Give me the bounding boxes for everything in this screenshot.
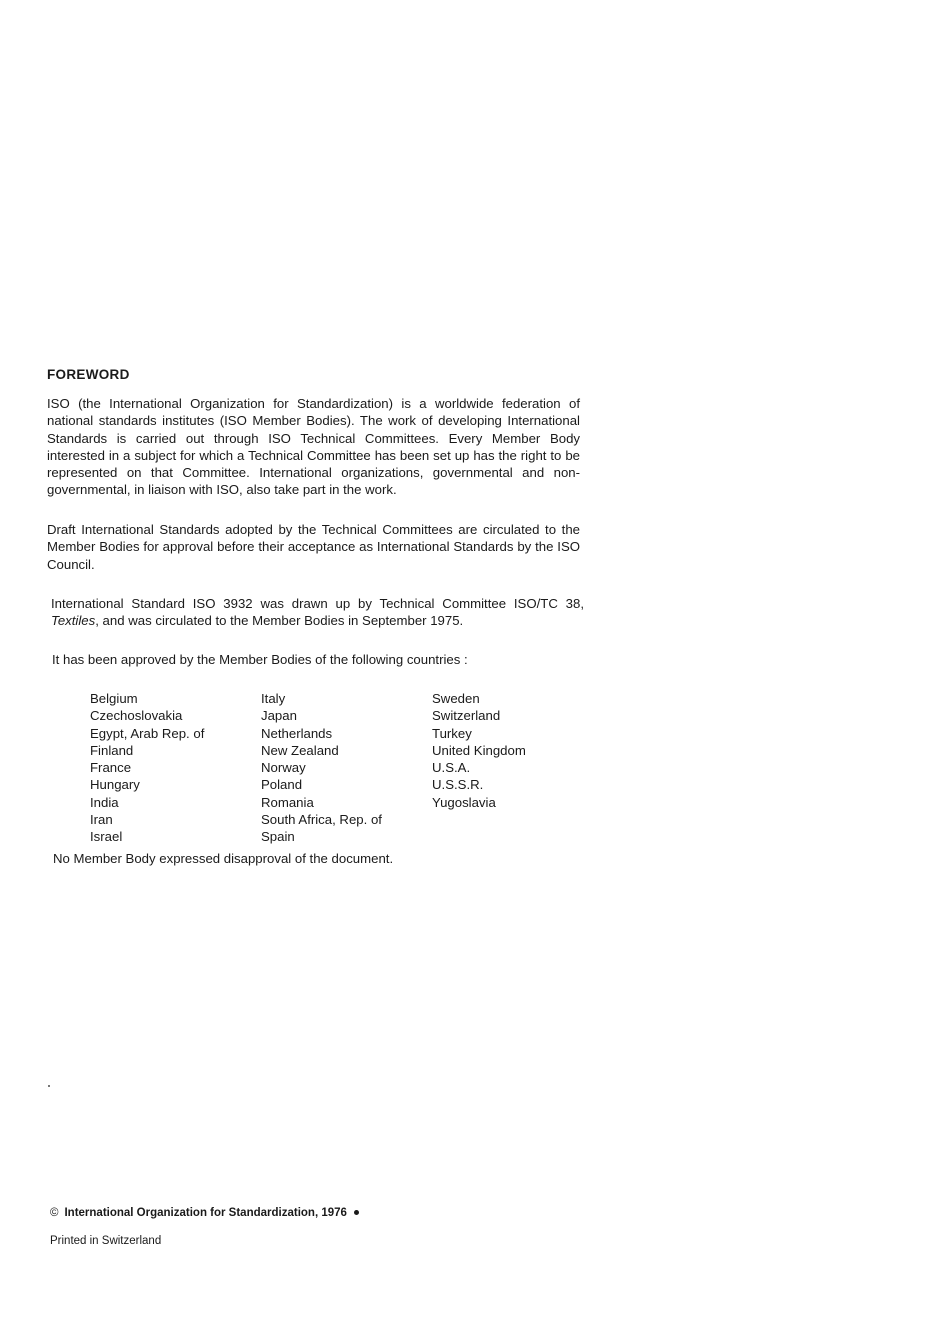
country-item: Norway [261,760,306,776]
printed-location: Printed in Switzerland [50,1235,162,1247]
country-list-column-1 [90,690,204,846]
bullet-dot-icon [354,1210,359,1215]
country-item: France [90,760,132,776]
foreword-paragraph-2: Draft International Standards adopted by the Technical Committees are circulated to the Member Bodies for approval before their acceptance as International Standards by the ISO Council. [47,522,580,572]
paragraph-3-text-end: , and was circulated to the Member Bodies in September 1975. [95,613,464,629]
country-item: Iran [90,812,113,828]
country-item: Switzerland [432,708,501,724]
country-list-column-2 [261,690,382,846]
country-item: Romania [261,794,314,810]
country-item: South Africa, Rep. of [261,812,382,828]
paragraph-3-text-start: International Standard ISO 3932 was drawn up by Technical Committee ISO/TC 38, [51,596,584,611]
country-item: Finland [90,742,134,758]
country-item: United Kingdom [432,742,526,758]
country-item: Sweden [432,691,480,706]
country-item: Israel [90,829,123,845]
country-item: Hungary [90,777,140,793]
foreword-paragraph-1: ISO (the International Organization for Standardization) is a worldwide federation of national standards institutes (ISO Member Bodies). The work of developing International Standards is carried out through ISO Technical Committees. Every Member Body interested in a subject for which a Technical Committee has been set up has the right to be represented on that Committee. International organizations, governmental and non-governmental, in liaison with ISO, also take part in the work. [47,396,580,498]
foreword-heading: FOREWORD [47,367,130,382]
country-item: Yugoslavia [432,794,496,810]
closing-statement: No Member Body expressed disapproval of the document. [53,851,394,866]
country-item: Spain [261,829,295,845]
copyright-text: International Organization for Standardization, 1976 [64,1207,347,1219]
country-item: Poland [261,777,303,793]
country-item: Turkey [432,725,472,741]
country-item: Czechoslovakia [90,708,183,724]
country-list-column-3 [432,690,526,811]
scan-speck [48,1085,50,1087]
country-item: Belgium [90,691,138,706]
country-item: Italy [261,691,286,706]
country-item: India [90,794,119,810]
committee-name-italic: Textiles [51,613,96,629]
copyright-icon: © [50,1207,59,1219]
country-item: U.S.A. [432,760,471,776]
country-item: U.S.S.R. [432,777,484,793]
foreword-paragraph-4: It has been approved by the Member Bodies of the following countries : [52,652,468,667]
foreword-paragraph-3 [51,595,584,630]
country-item: Egypt, Arab Rep. of [90,725,205,741]
copyright-line [50,1207,359,1219]
country-item: Netherlands [261,725,333,741]
country-item: Japan [261,708,297,724]
country-item: New Zealand [261,742,339,758]
